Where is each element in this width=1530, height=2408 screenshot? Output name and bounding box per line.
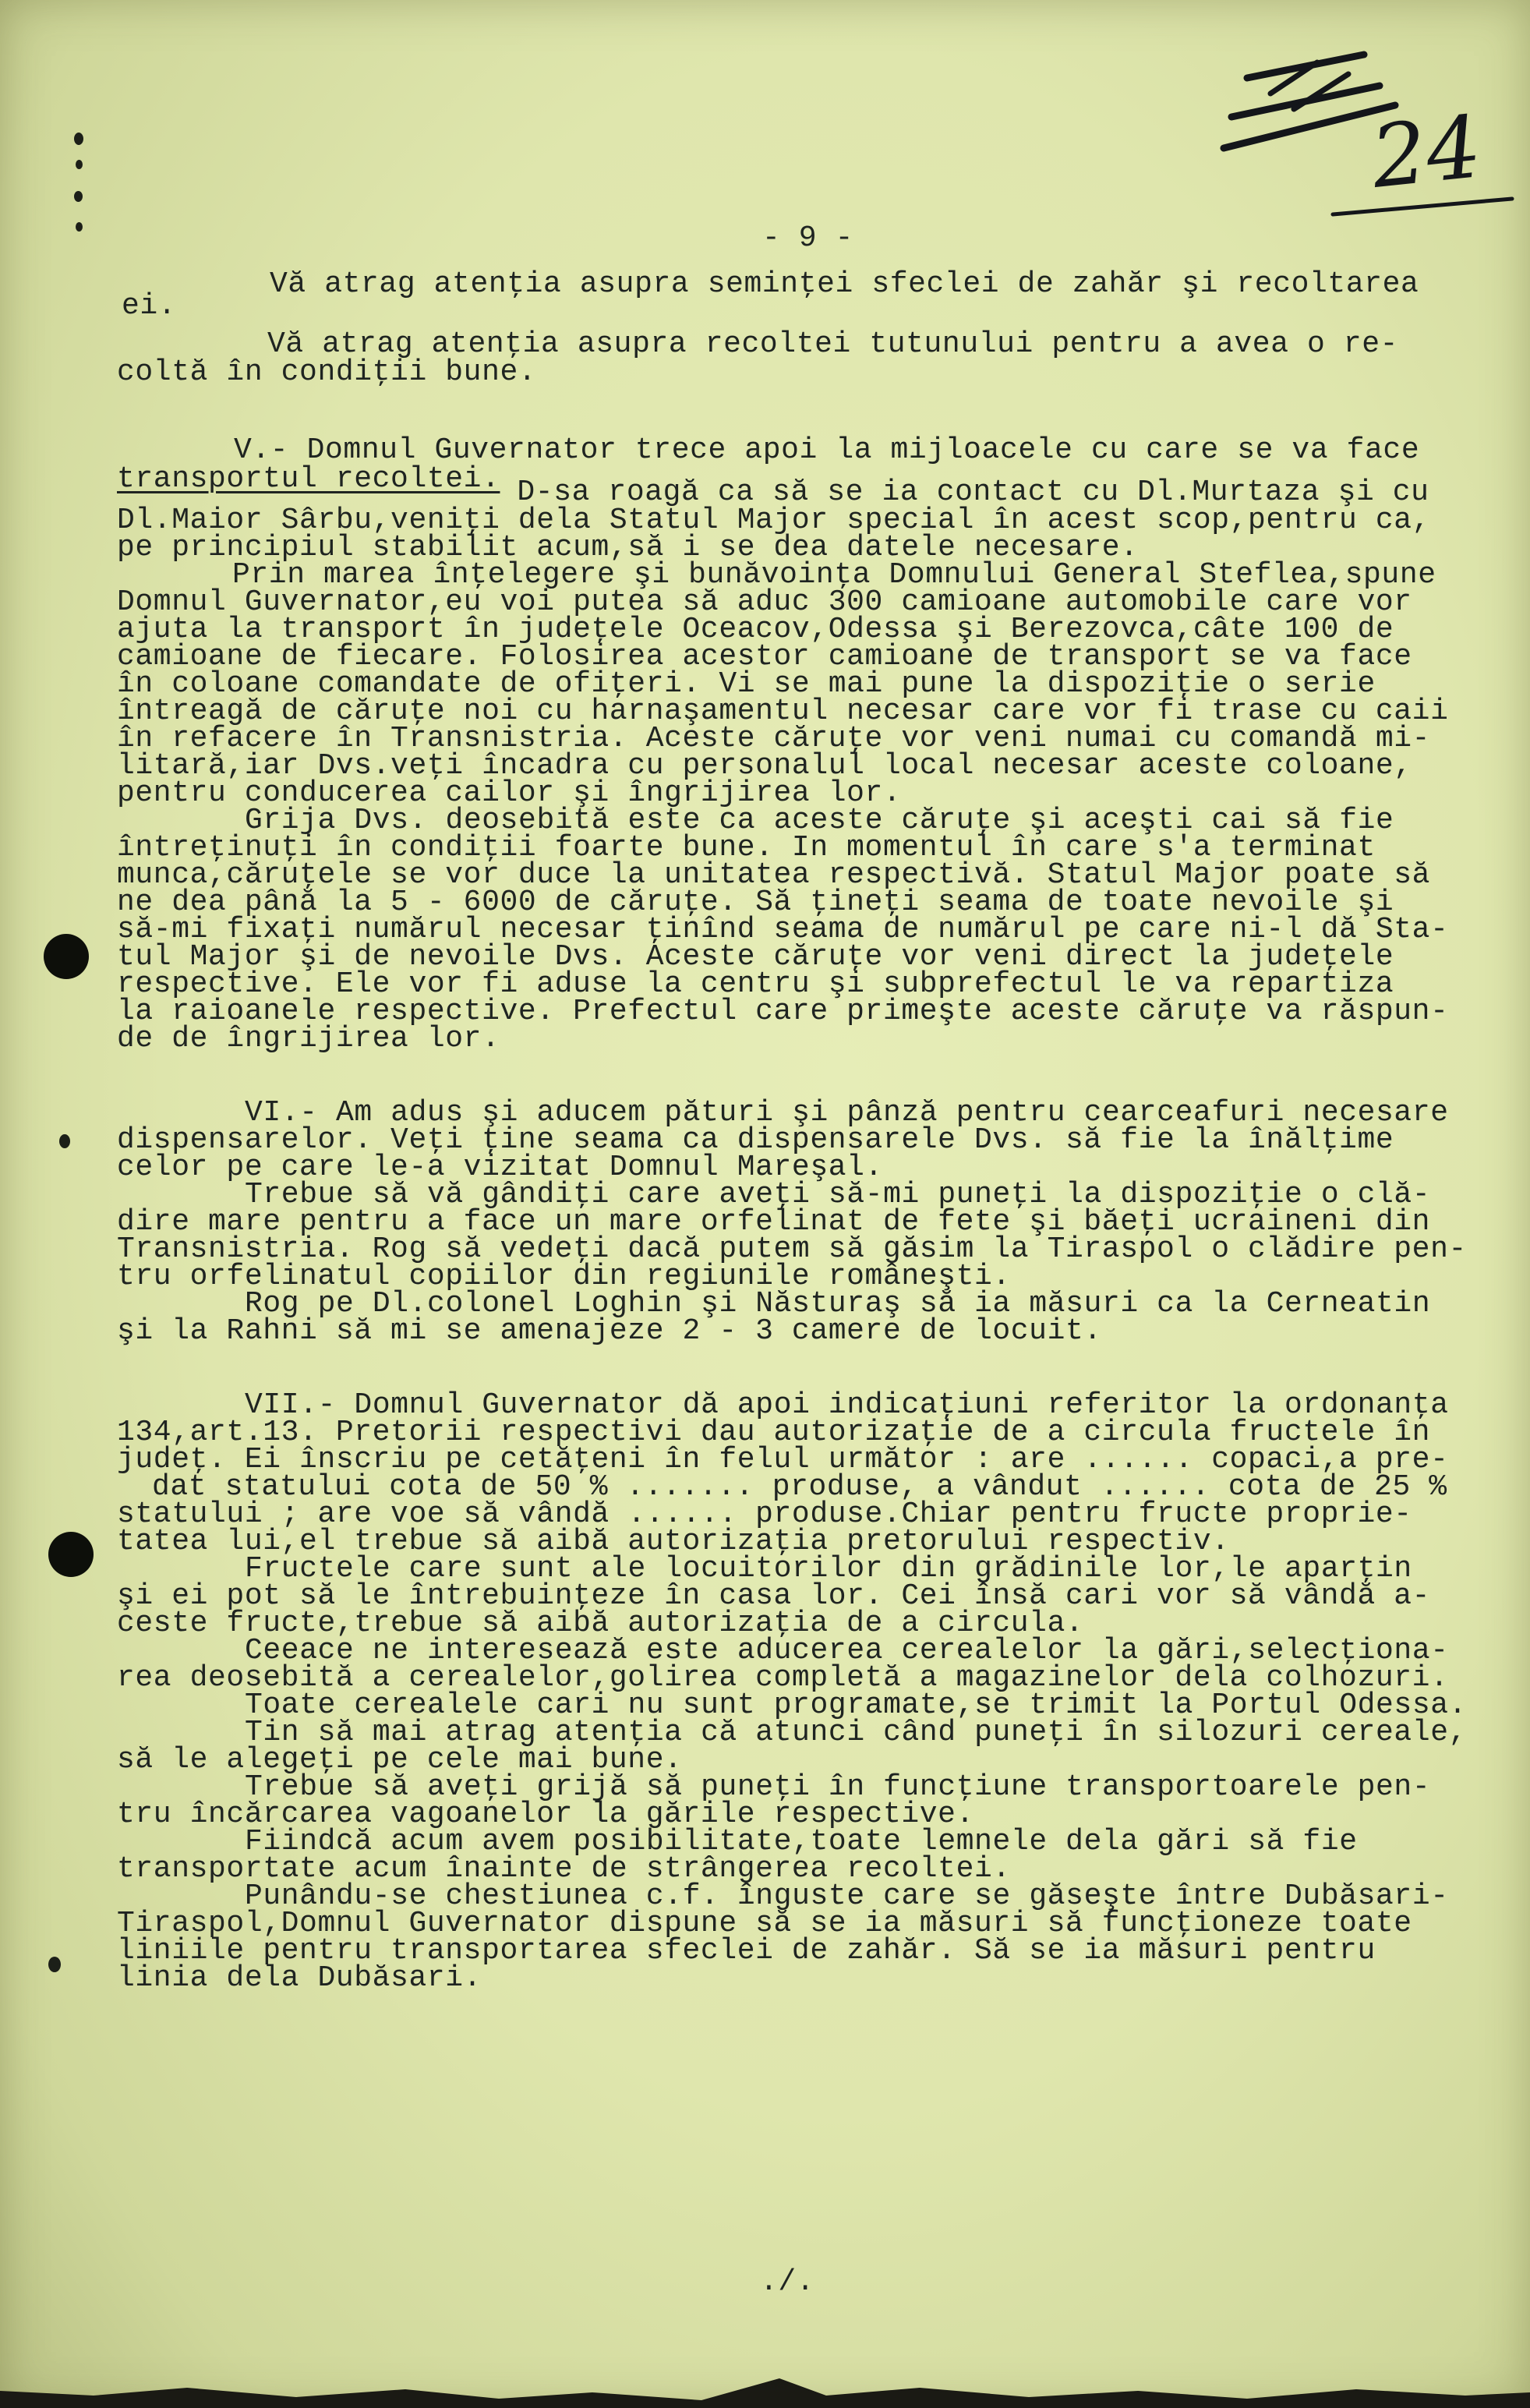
text-line: Tin să mai atrag atenţia că atunci când puneţi în silozuri cereale, — [245, 1716, 1468, 1749]
text-line: Transnistria. Rog să vedeţi dacă putem să găsim la Tiraspol o clădire pen- — [117, 1232, 1467, 1266]
text-line: tul Major şi de nevoile Dvs. Aceste căruţe vor veni direct la judeţele — [117, 940, 1394, 974]
text-line: dat statului cota de 50 % ....... produse, a vândut ...... cota de 25 % — [152, 1470, 1447, 1504]
text-line: Tiraspol,Domnul Guvernator dispune să se ia măsuri să funcţioneze toate — [117, 1907, 1412, 1940]
text-line: munca,căruţele se vor duce la unitatea respectivă. Statul Major poate să — [117, 858, 1431, 892]
text-line: ajuta la transport în judeţele Oceacov,Odessa şi Berezovca,câte 100 de — [117, 613, 1394, 646]
text-line: 134,art.13. Pretorii respectivi dau autorizaţie de a circula fructele în — [117, 1416, 1431, 1449]
text-line: Dl.Maior Sârbu,veniţi dela Statul Major special în acest scop,pentru ca, — [117, 504, 1431, 537]
text-line: ceste fructe,trebue să aibă autorizaţia de a circula. — [117, 1607, 1084, 1640]
underlined-text: transportul recoltei. — [117, 462, 500, 496]
text-line: statului ; are voe să vândă ...... produse.Chiar pentru fructe proprie- — [117, 1497, 1412, 1531]
text-line: D-sa roagă ca să se ia contact cu Dl.Murtaza şi cu — [499, 476, 1429, 509]
text-line: liniile pentru transportarea sfeclei de zahăr. Să se ia măsuri pentru — [117, 1934, 1376, 1968]
text-line: de de îngrijirea lor. — [117, 1022, 500, 1055]
text-line: Trebue să aveţi grijă să puneţi în funcţiune transportoarele pen- — [245, 1770, 1431, 1804]
text-line: Rog pe Dl.colonel Loghin şi Năsturaş să ia măsuri ca la Cerneatin — [245, 1287, 1431, 1321]
text-line: Fructele care sunt ale locuitorilor din grădinile lor,le aparţin — [245, 1552, 1412, 1586]
text-line: dispensarelor. Veţi ţine seama ca dispensarele Dvs. să fie la înălţime — [117, 1123, 1394, 1157]
text-line: în refacere în Transnistria. Aceste căruţe vor veni numai cu comandă mi- — [117, 722, 1431, 755]
text-line: să le alegeţi pe cele mai bune. — [117, 1743, 683, 1777]
text-line: transportate acum înainte de strângerea recoltei. — [117, 1852, 1011, 1886]
text-line: în coloane comandate de ofiţeri. Vi se mai pune la dispoziţie o serie — [117, 667, 1376, 701]
text-line: tatea lui,el trebue să aibă autorizaţia pretorului respectiv. — [117, 1525, 1230, 1558]
text-line: coltă în condiţii bune. — [117, 355, 537, 389]
margin-speck — [76, 222, 83, 232]
text-line: Toate cerealele cari nu sunt programate,se trimit la Portul Odessa. — [245, 1688, 1468, 1722]
text-line: Vă atrag atenţia asupra seminţei sfeclei de zahăr şi recoltarea — [270, 267, 1419, 301]
text-line: Ceeace ne interesează este aducerea cerealelor la gări,selecţiona- — [245, 1634, 1449, 1667]
text-line: ne dea până la 5 - 6000 de căruţe. Să ţineţi seama de toate nevoile şi — [117, 886, 1394, 919]
margin-speck — [74, 191, 83, 202]
text-line: litară,iar Dvs.veţi încadra cu personalul local necesar aceste coloane, — [117, 749, 1412, 783]
text-line: celor pe care le-a vizitat Domnul Mareşal. — [117, 1151, 883, 1184]
text-line: Fiindcă acum avem posibilitate,toate lemnele dela gări să fie — [245, 1825, 1358, 1858]
text-line: Punându-se chestiunea c.f. înguste care se găseşte între Dubăsari- — [245, 1879, 1449, 1913]
text-line: camioane de fiecare. Folosirea acestor camioane de transport se va face — [117, 640, 1412, 674]
text-line: respective. Ele vor fi aduse la centru şi subprefectul le va repartiza — [117, 967, 1394, 1001]
text-line: Grija Dvs. deosebită este ca aceste căruţe şi aceşti cai să fie — [245, 804, 1394, 837]
text-line: dire mare pentru a face un mare orfelinat de fete şi băeţi ucraineni din — [117, 1205, 1431, 1239]
text-line: linia dela Dubăsari. — [117, 1961, 482, 1995]
text-line: tru orfelinatul copiilor din regiunile româneşti. — [117, 1260, 1011, 1293]
text-line: judeţ. Ei înscriu pe cetăţeni în felul următor : are ...... copaci,a pre- — [117, 1443, 1449, 1476]
continuation-mark: ./. — [760, 2265, 815, 2299]
text-line: Prin marea înţelegere şi bunăvoinţa Domnului General Steflea,spune — [232, 558, 1436, 592]
section-heading-v: V.- Domnul Guvernator trece apoi la mijloacele cu care se va face — [234, 433, 1420, 467]
section-heading-vii: VII.- Domnul Guvernator dă apoi indicaţiuni referitor la ordonanţa — [245, 1388, 1449, 1422]
text-line: ei. — [122, 289, 177, 323]
text-line: Vă atrag atenţia asupra recoltei tutunului pentru a avea o re- — [267, 327, 1399, 361]
text-line: şi ei pot să le întrebuinţeze în casa lor. Cei însă cari vor să vândă a- — [117, 1579, 1431, 1613]
text-line: să-mi fixaţi numărul necesar ţinînd seama de numărul pe care ni-l dă Sta- — [117, 913, 1449, 946]
section-heading-vi: VI.- Am adus şi aducem pături şi pânză pentru cearceafuri necesare — [245, 1096, 1449, 1130]
text-line: rea deosebită a cerealelor,golirea completă a magazinelor dela colhozuri. — [117, 1661, 1449, 1695]
punch-hole-lower — [48, 1532, 94, 1577]
margin-speck — [76, 160, 83, 169]
torn-page-edge — [0, 2361, 1530, 2408]
text-line: tru încărcarea vagoanelor la gările respective. — [117, 1798, 974, 1831]
text-line: întreagă de căruţe noi cu harnaşamentul necesar care vor fi trase cu caii — [117, 695, 1449, 728]
text-line: pentru conducerea cailor şi îngrijirea lor. — [117, 776, 902, 810]
text-line: pe principiul stabilit acum,să i se dea datele necesare. — [117, 531, 1139, 564]
page-number: - 9 - — [762, 221, 854, 255]
text-line: Domnul Guvernator,eu voi putea să aduc 300 camioane automobile care vor — [117, 585, 1412, 619]
text-line: Trebue să vă gândiţi care aveţi să-mi puneţi la dispoziţie o clă- — [245, 1178, 1431, 1211]
text-line: întreţinuţi în condiţii foarte bune. In momentul în care s'a terminat — [117, 831, 1376, 865]
annotation-number: 24 — [1366, 97, 1486, 207]
text-line: la raioanele respective. Prefectul care primeşte aceste căruţe va răspun- — [117, 995, 1449, 1028]
margin-speck — [74, 133, 83, 145]
margin-speck — [48, 1957, 61, 1972]
margin-speck — [59, 1134, 70, 1148]
text-line: şi la Rahni să mi se amenajeze 2 - 3 camere de locuit. — [117, 1314, 1102, 1348]
punch-hole-upper — [44, 934, 89, 979]
